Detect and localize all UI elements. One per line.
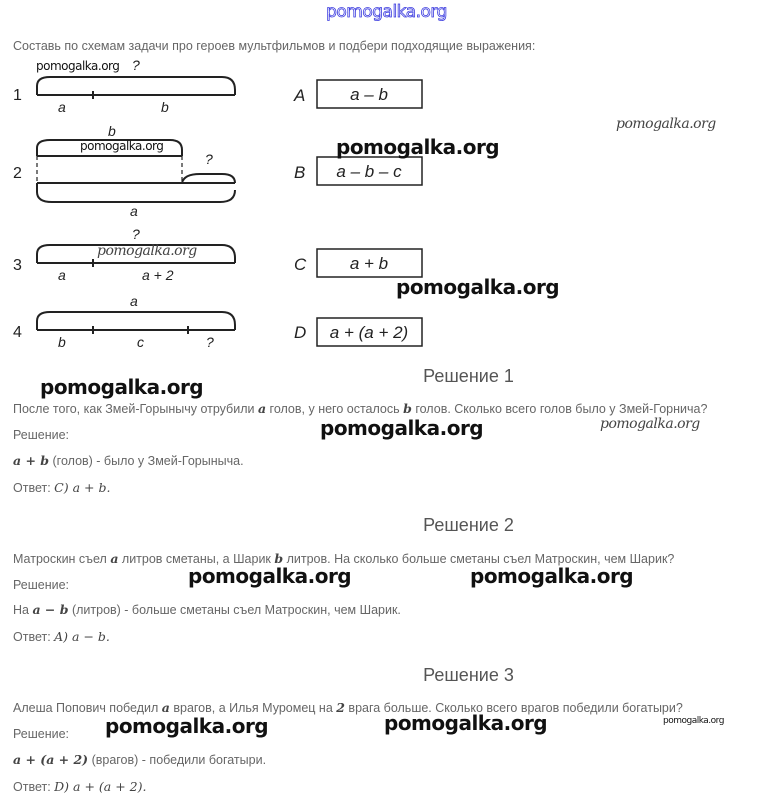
text: Матроскин съел bbox=[13, 552, 111, 566]
watermark: pomogalka.org bbox=[80, 139, 164, 153]
text: a − b bbox=[32, 602, 69, 617]
solution-1-title: Решение 1 bbox=[423, 366, 514, 386]
solution-2-task bbox=[13, 551, 674, 566]
solution-3-label: Решение: bbox=[13, 727, 70, 741]
solution-3-title: Решение 3 bbox=[423, 665, 514, 685]
text: (литров) - больше сметаны съел Матроскин, чем Шарик. bbox=[68, 603, 401, 617]
scheme-number: 3 bbox=[13, 257, 22, 274]
option-expression: a – b bbox=[350, 85, 388, 104]
option-expression: a – b – c bbox=[336, 162, 402, 181]
text: После того, как Змей-Горынычу отрубили bbox=[13, 402, 258, 416]
text: (врагов) - победили богатыри. bbox=[88, 753, 267, 767]
task-intro: Составь по схемам задачи про героев мультфильмов и подбери подходящие выражения: bbox=[13, 39, 536, 53]
watermark: pomogalka.org bbox=[36, 59, 120, 73]
text: Алеша Попович победил bbox=[13, 701, 162, 715]
scheme-label: b bbox=[58, 334, 66, 350]
scheme-number: 4 bbox=[13, 324, 22, 341]
option-letter: D bbox=[294, 323, 307, 342]
text: a bbox=[110, 551, 119, 566]
solution-3-task bbox=[13, 700, 683, 715]
text: литров сметаны, а Шарик bbox=[118, 552, 275, 566]
option-letter: B bbox=[294, 163, 306, 182]
scheme-label: a bbox=[130, 203, 138, 219]
watermark: pomogalka.org bbox=[188, 564, 352, 588]
scheme-label: a + 2 bbox=[142, 267, 174, 283]
watermark: pomogalka.org bbox=[384, 711, 548, 735]
watermark: pomogalka.org bbox=[663, 716, 724, 726]
scheme-label: c bbox=[137, 334, 144, 350]
scheme-label: ? bbox=[132, 226, 140, 242]
text: голов, у него осталось bbox=[266, 402, 404, 416]
solution-2-line bbox=[13, 602, 401, 617]
option-expression: a + (a + 2) bbox=[329, 323, 409, 342]
solution-1-label: Решение: bbox=[13, 428, 70, 442]
solution-2-answer bbox=[13, 629, 110, 644]
scheme-number: 2 bbox=[13, 165, 22, 182]
solution-1-line bbox=[13, 453, 244, 468]
option-expression: a + b bbox=[349, 254, 389, 273]
watermark: pomogalka.org bbox=[396, 275, 560, 299]
scheme-label: b bbox=[161, 99, 169, 115]
option-letter: C bbox=[294, 255, 307, 274]
solution-2-title: Решение 2 bbox=[423, 515, 514, 535]
text: врага больше. Сколько всего врагов победили богатыри? bbox=[344, 701, 683, 715]
solution-3-answer bbox=[13, 779, 146, 794]
text: голов. Сколько всего голов было у Змей-Горнича? bbox=[411, 402, 708, 416]
scheme-2-bottom-bracket bbox=[37, 183, 235, 202]
text: D) a + (a + 2). bbox=[54, 779, 147, 794]
solution-1-task bbox=[13, 401, 707, 416]
scheme-label: ? bbox=[205, 151, 213, 167]
option-letter: A bbox=[294, 86, 306, 105]
scheme-label: a bbox=[130, 293, 138, 309]
text: Ответ: bbox=[13, 481, 55, 495]
watermark: pomogalka.org bbox=[320, 416, 484, 440]
text: A) a − b. bbox=[54, 629, 110, 644]
text: b bbox=[274, 551, 284, 566]
scheme-label: a bbox=[58, 267, 66, 283]
solution-2-label: Решение: bbox=[13, 578, 70, 592]
text: литров. На сколько больше сметаны съел Матроскин, чем Шарик? bbox=[283, 552, 675, 566]
site-header[interactable]: pomogalka.org bbox=[326, 2, 447, 22]
scheme-number: 1 bbox=[13, 87, 22, 104]
scheme-label: b bbox=[108, 123, 116, 139]
text: Ответ: bbox=[13, 630, 55, 644]
watermark: pomogalka.org bbox=[40, 375, 204, 399]
text: a + (a + 2) bbox=[13, 752, 89, 767]
text: C) a + b. bbox=[54, 480, 111, 495]
text: b bbox=[403, 401, 412, 416]
scheme-stroke bbox=[182, 174, 235, 183]
watermark: pomogalka.org bbox=[105, 714, 269, 738]
watermark: pomogalka.org bbox=[97, 243, 197, 259]
text: 2 bbox=[336, 700, 345, 715]
text: (голов) - было у Змей-Горыныча. bbox=[49, 454, 244, 468]
scheme-label: ? bbox=[132, 57, 140, 73]
scheme-label: ? bbox=[206, 334, 214, 350]
text: врагов, а Илья Муромец на bbox=[169, 701, 337, 715]
watermark: pomogalka.org bbox=[616, 116, 716, 132]
watermark: pomogalka.org bbox=[600, 416, 700, 432]
text: a + b bbox=[13, 453, 50, 468]
scheme-1-bracket bbox=[37, 77, 235, 95]
solution-1-answer bbox=[13, 480, 110, 495]
scheme-4-bracket bbox=[37, 312, 235, 330]
watermark: pomogalka.org bbox=[336, 135, 500, 159]
text: a bbox=[257, 401, 267, 416]
solution-3-line bbox=[13, 752, 266, 767]
text: a bbox=[161, 700, 170, 715]
schemes-diagram bbox=[0, 0, 773, 360]
text: Ответ: bbox=[13, 780, 55, 794]
scheme-label: a bbox=[58, 99, 66, 115]
watermark: pomogalka.org bbox=[470, 564, 634, 588]
text: На bbox=[13, 603, 33, 617]
